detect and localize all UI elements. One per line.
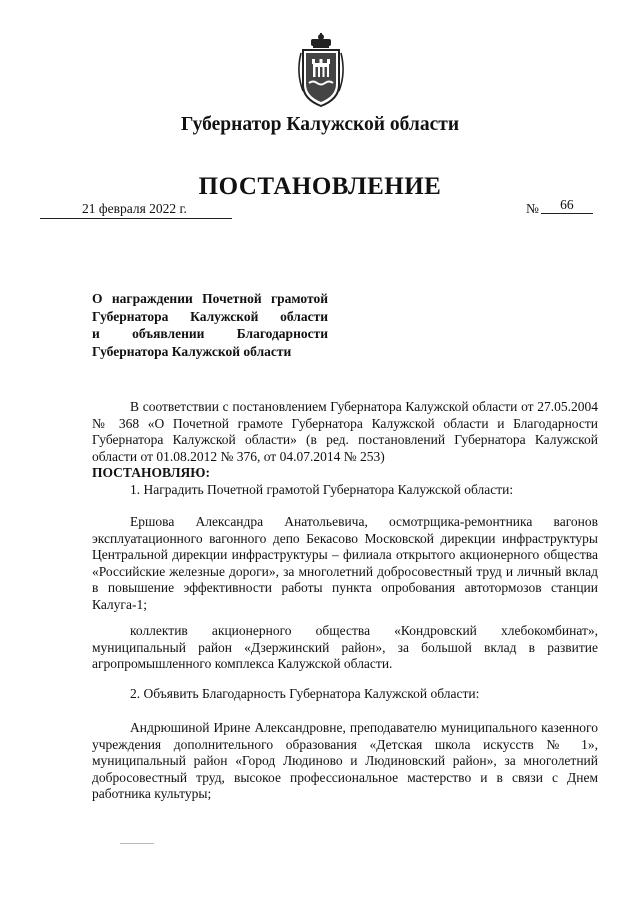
document-subject bbox=[92, 290, 328, 360]
item-1-heading: 1. Наградить Почетной грамотой Губернатора Калужской области: bbox=[130, 481, 514, 497]
preamble-paragraph: В соответствии с постановлением Губернатора Калужской области от 27.05.2004 № 368 «О Почетной грамоте Губернатора Калужской области и Благодарности Губернатора Калужской области» (в ред. постановлений Губернатора Калужской области от 01.08.2012 № 376, от 04.07.2014 № 253) bbox=[92, 399, 598, 464]
document-type: ПОСТАНОВЛЕНИЕ bbox=[198, 173, 442, 200]
number-label: № bbox=[526, 201, 539, 216]
item-2-heading: 2. Объявить Благодарность Губернатора Калужской области: bbox=[130, 686, 480, 701]
page-bottom-mark bbox=[120, 843, 154, 844]
thanks-1-paragraph: Андрюшиной Ирине Александровне, преподавателю муниципального казенного учреждения дополнительного образования «Детская школа искусств № 1», муниципальный район «Город Людиново и Людиновский район», за многолетний добросовестный труд, высокое профессиональное мастерство и в связи с Днем работника культуры; bbox=[92, 720, 598, 801]
item-2-block bbox=[92, 686, 598, 703]
subject-line: Губернатора Калужской области bbox=[92, 308, 328, 324]
award-1-block bbox=[92, 514, 598, 613]
document-date: 21 февраля 2022 г. bbox=[40, 201, 232, 219]
subject-line: и объявлении Благодарности bbox=[92, 326, 328, 341]
preamble-block bbox=[92, 399, 598, 498]
resolve-heading: ПОСТАНОВЛЯЮ: bbox=[92, 465, 210, 480]
award-2-block bbox=[92, 623, 598, 673]
subject-line: Губернатора Калужской области bbox=[92, 343, 292, 359]
award-2-paragraph: коллектив акционерного общества «Кондровский хлебокомбинат», муниципальный район «Дзержинский район», за большой вклад в развитие агропромышленного комплекса Калужской области. bbox=[92, 623, 598, 671]
coat-of-arms-emblem bbox=[293, 33, 349, 109]
number-value: 66 bbox=[541, 197, 593, 214]
thanks-1-block bbox=[92, 720, 598, 803]
issuer-title: Губернатор Калужской области bbox=[180, 114, 460, 135]
document-number bbox=[526, 197, 593, 218]
award-1-paragraph: Ершова Александра Анатольевича, осмотрщика-ремонтника вагонов эксплуатационного вагонного депо Бекасово Московской дирекции инфраструктуры Центральной дирекции инфраструктуры – филиала открытого акционерного общества «Российские железные дороги», за многолетний добросовестный труд и личный вклад в повышение эффективности работы пункта опробования автотормозов станции Калуга-1; bbox=[92, 514, 598, 612]
subject-line: О награждении Почетной грамотой bbox=[92, 291, 328, 306]
